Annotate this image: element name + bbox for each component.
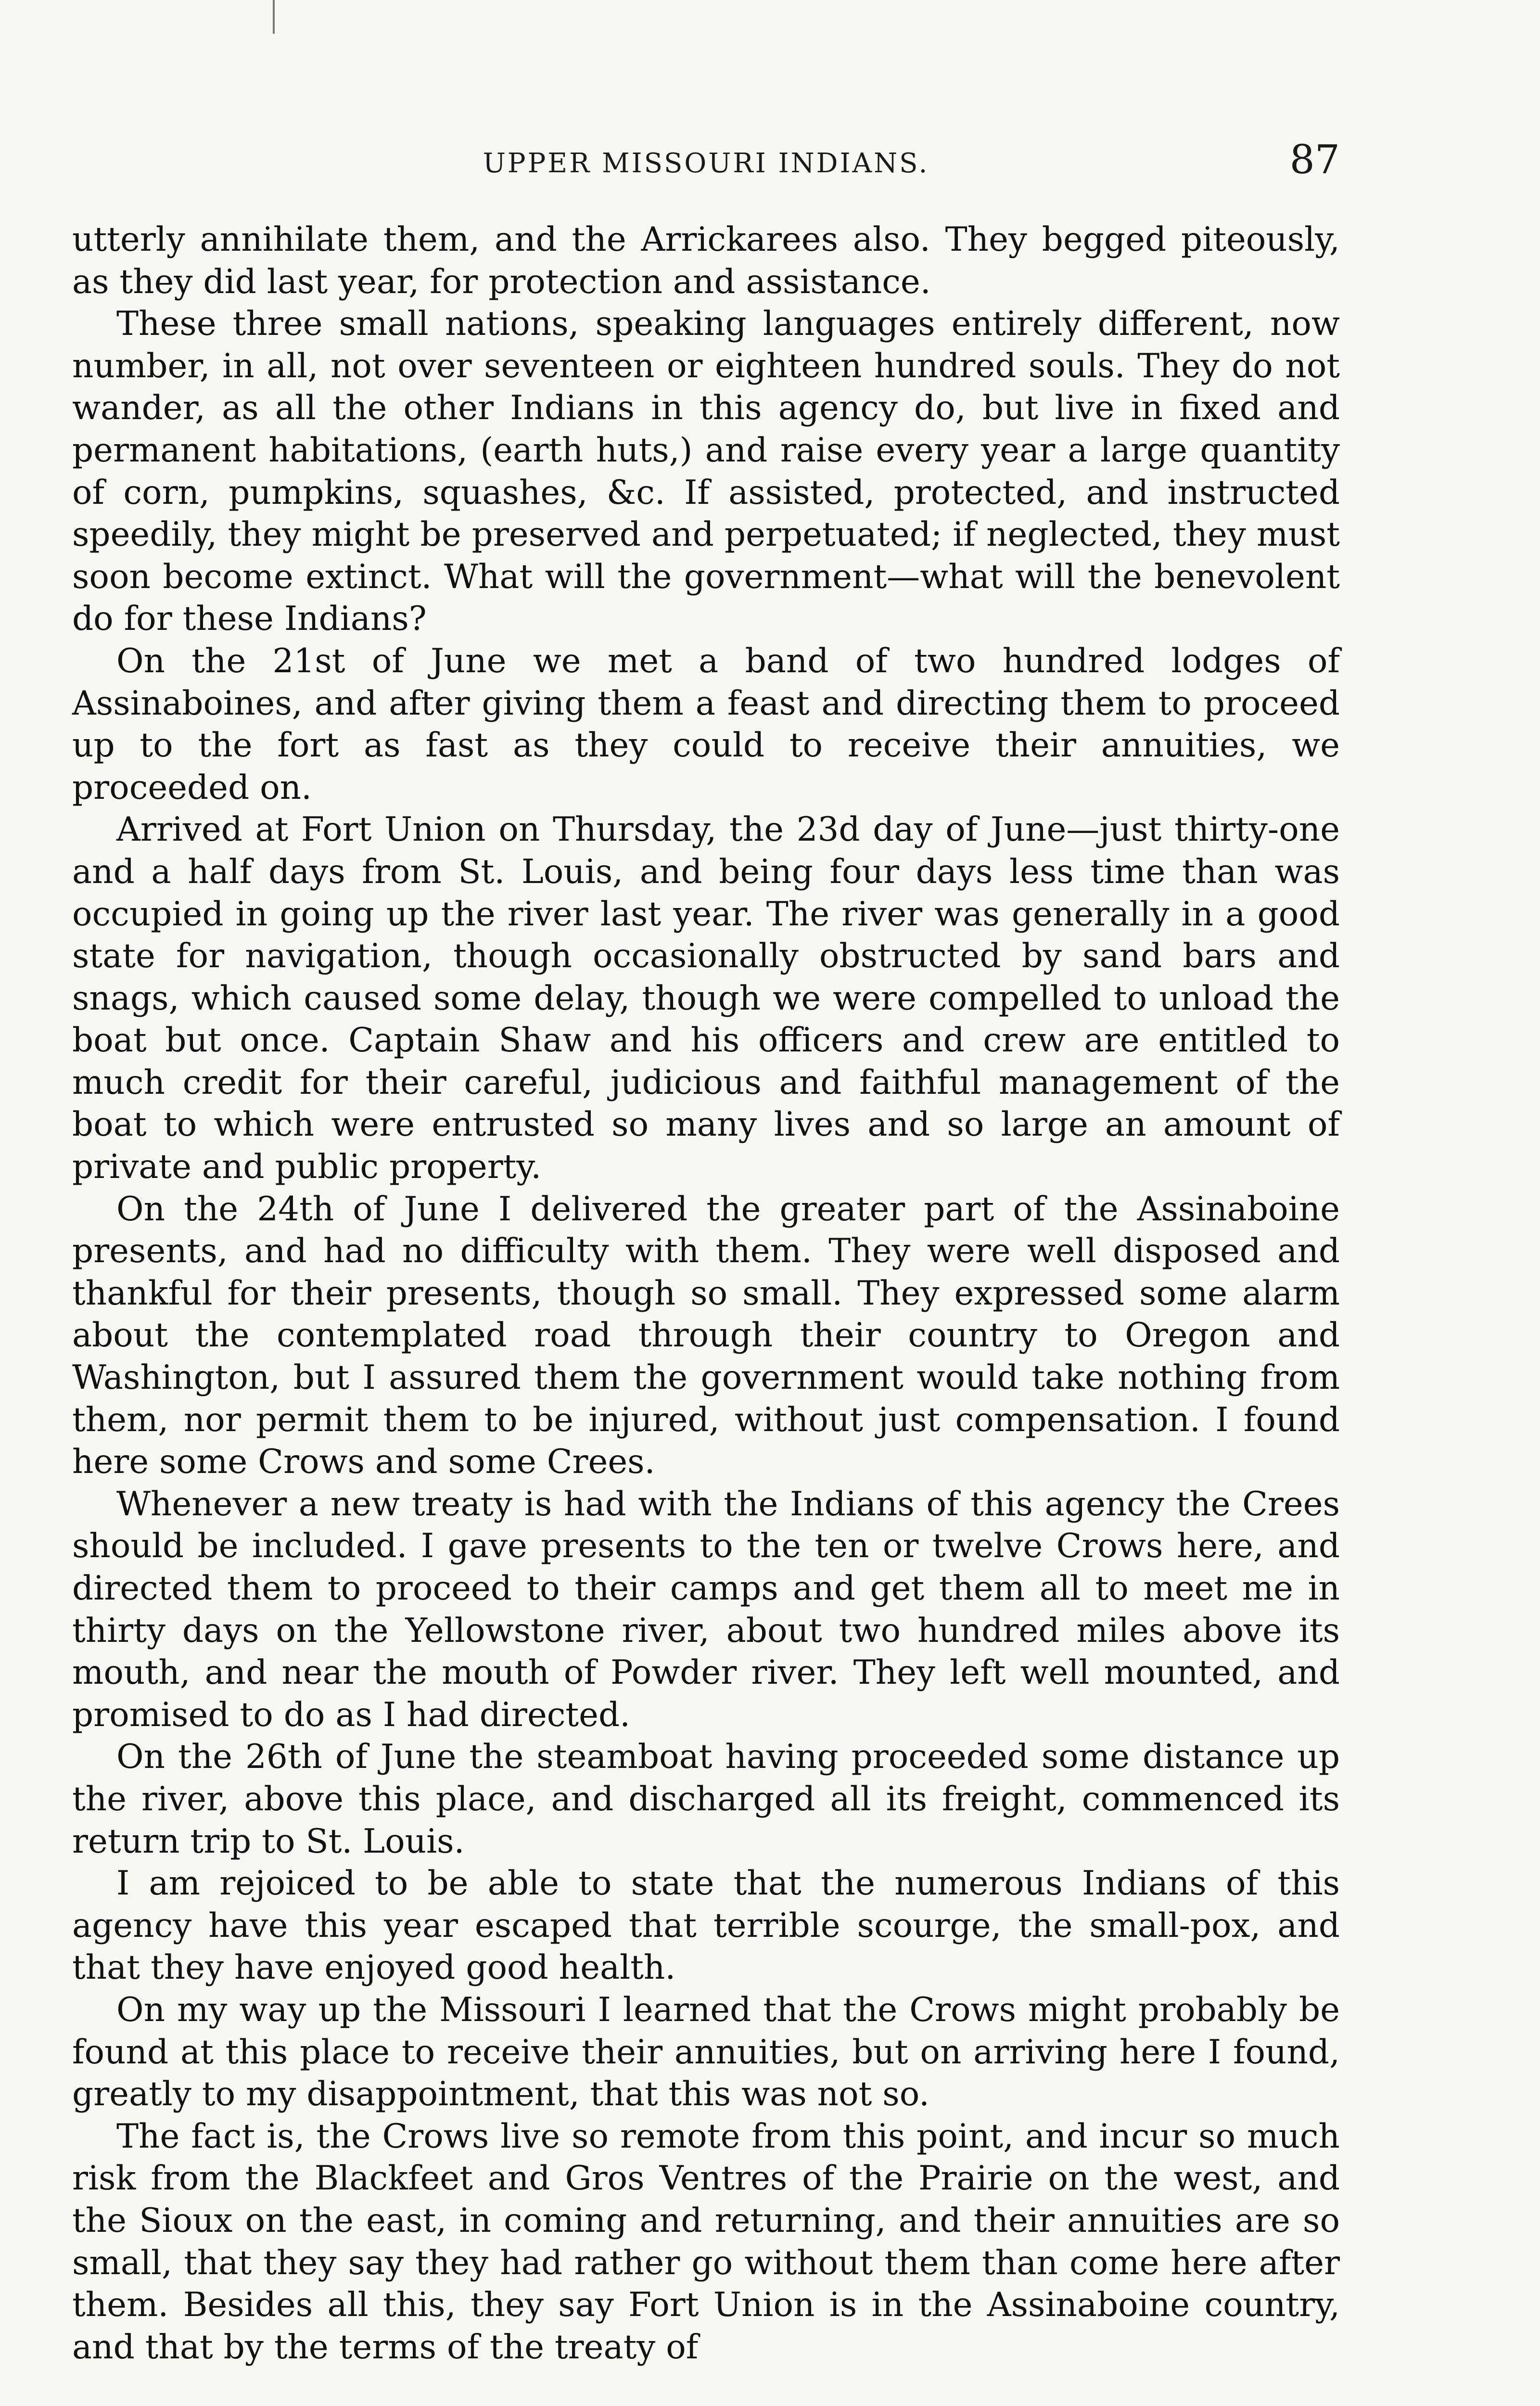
page-number: 87 (1289, 137, 1340, 183)
paragraph: Arrived at Fort Union on Thursday, the 23d day of June—just thirty-one and a half days from St. Louis, and being four days less time than was occupied in going up the river last year. The river was generally in a good state for navigation, though occasionally obstructed by sand bars and snags, which caused some delay, though we were compelled to unload the boat but once. Captain Shaw and his officers and crew are entitled to much credit for their careful, judicious and faithful management of the boat to which were entrusted so many lives and so large an amount of private and public property. (72, 810, 1340, 1187)
paragraph: I am rejoiced to be able to state that the numerous Indians of this agency have this year escaped that terrible scourge, the small-pox, and that they have enjoyed good health. (72, 1864, 1340, 1987)
paragraph: On the 21st of June we met a band of two hundred lodges of Assinaboines, and after giving them a feast and directing them to proceed up to the fort as fast as they could to receive their annuities, we proceeded on. (72, 641, 1340, 807)
paragraph: These three small nations, speaking languages entirely different, now number, in all, not over seventeen or eighteen hundred souls. They do not wander, as all the other Indians in this agency do, but live in fixed and permanent habitations, (earth huts,) and raise every year a large quantity of corn, pumpkins, squashes, &c. If assisted, protected, and instructed speedily, they might be preserved and perpetuated; if neglected, they must soon become extinct. What will the government—what will the benevolent do for these Indians? (72, 305, 1340, 639)
paragraph: On the 26th of June the steamboat having proceeded some distance up the river, above this place, and discharged all its freight, commenced its return trip to St. Louis. (72, 1738, 1340, 1861)
paragraph: Whenever a new treaty is had with the Indians of this agency the Crees should be included. I gave presents to the ten or twelve Crows here, and directed them to proceed to their camps and get them all to meet me in thirty days on the Yellowstone river, about two hundred miles above its mouth, and near the mouth of Powder river. They left well mounted, and promised to do as I had directed. (72, 1485, 1340, 1734)
page-header (72, 137, 1340, 190)
body-text (72, 219, 1340, 2368)
scan-edge-mark (273, 0, 275, 34)
paragraph: utterly annihilate them, and the Arrickarees also. They begged piteously, as they did last year, for protection and assistance. (72, 220, 1340, 301)
paragraph: On the 24th of June I delivered the greater part of the Assinaboine presents, and had no difficulty with them. They were well disposed and thankful for their presents, though so small. They expressed some alarm about the contemplated road through their country to Oregon and Washington, but I assured them the government would take nothing from them, nor permit them to be injured, without just compensation. I found here some Crows and some Crees. (72, 1190, 1340, 1482)
running-title: UPPER MISSOURI INDIANS. (483, 148, 929, 179)
paragraph: The fact is, the Crows live so remote from this point, and incur so much risk from the Blackfeet and Gros Ventres of the Prairie on the west, and the Sioux on the east, in coming and returning, and their annuities are so small, that they say they had rather go without them than come here after them. Besides all this, they say Fort Union is in the Assinaboine country, and that by the terms of the treaty of (72, 2117, 1340, 2367)
paragraph: On my way up the Missouri I learned that the Crows might probably be found at this place to receive their annuities, but on arriving here I found, greatly to my disappointment, that this was not so. (72, 1990, 1340, 2114)
